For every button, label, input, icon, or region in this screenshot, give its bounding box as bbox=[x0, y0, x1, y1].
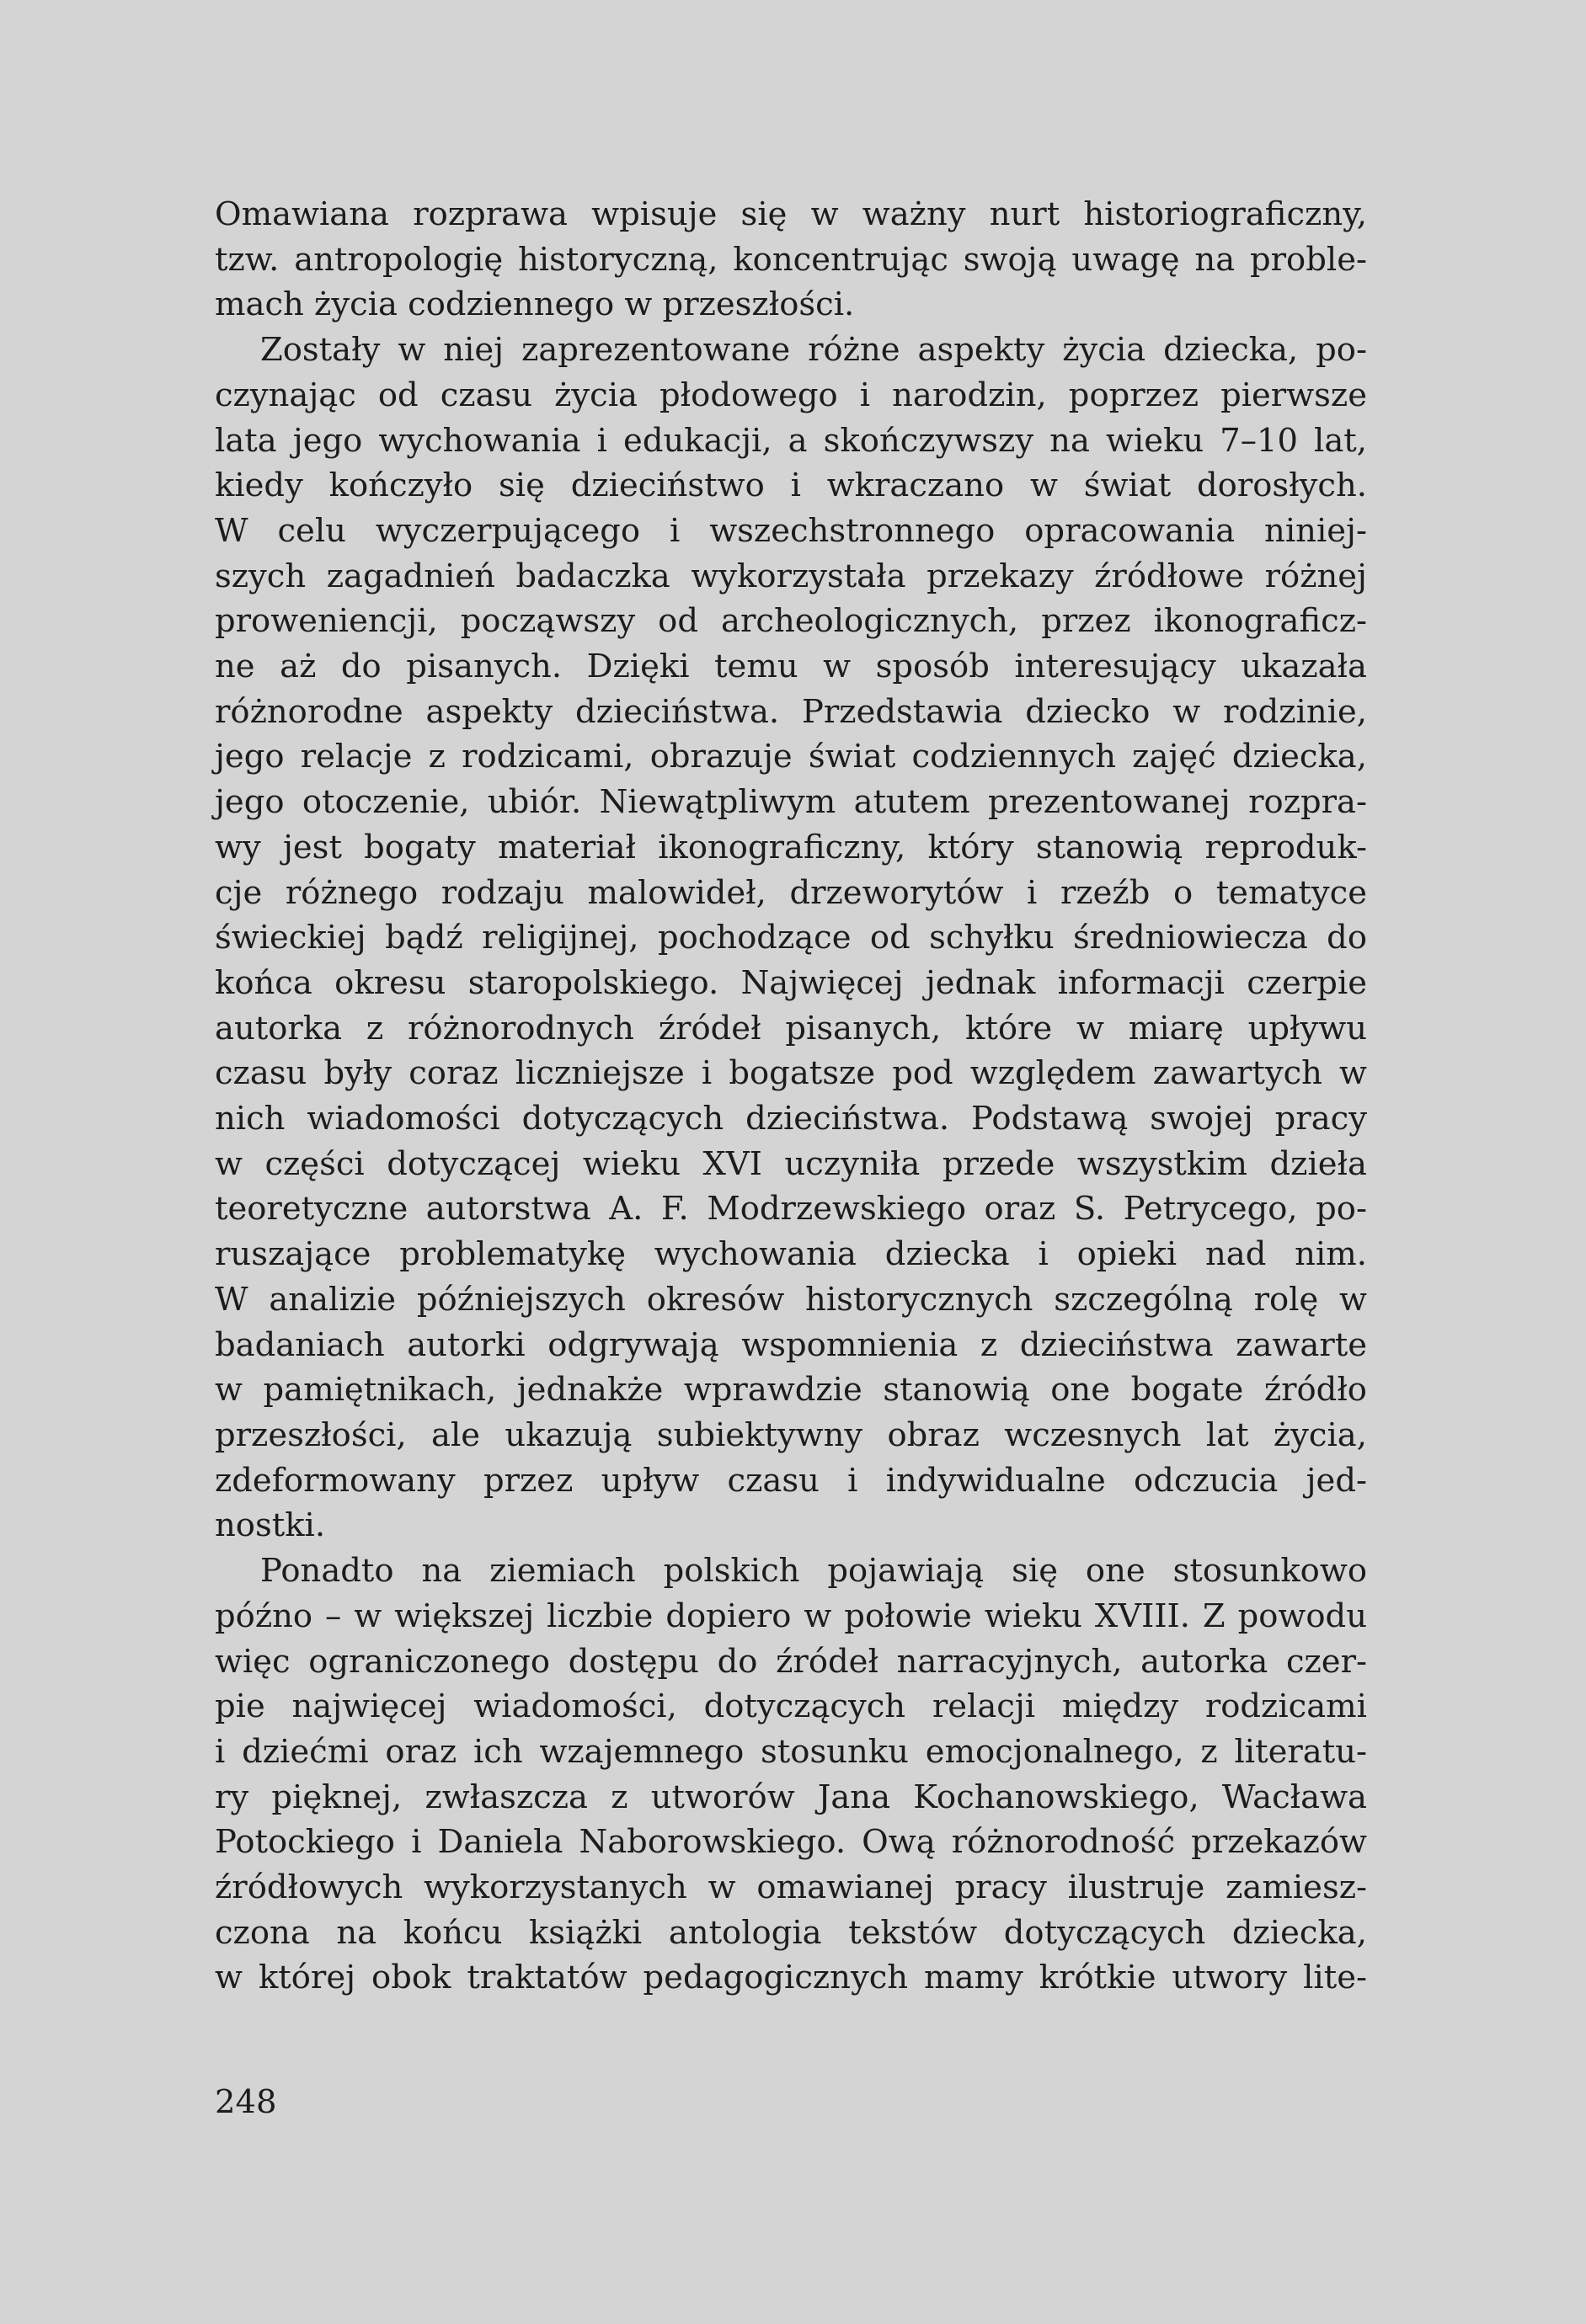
text-line: ne aż do pisanych. Dzięki temu w sposób interesujący ukazała bbox=[215, 648, 1367, 686]
text-line: Potockiego i Daniela Naborowskiego. Ową różnorodność przekazów bbox=[215, 1823, 1367, 1862]
text-line: autorka z różnorodnych źródeł pisanych, które w miarę upływu bbox=[215, 1009, 1367, 1047]
text-line: w części dotyczącej wieku XVI uczyniła przede wszystkim dzieła bbox=[215, 1144, 1367, 1183]
text-line: Omawiana rozprawa wpisuje się w ważny nurt historiograficzny, bbox=[215, 195, 1367, 233]
text-line: jego otoczenie, ubiór. Niewątpliwym atutem prezentowanej rozpra- bbox=[215, 783, 1367, 822]
paragraph-3 bbox=[215, 1548, 1367, 2001]
text-line: późno – w większej liczbie dopiero w połowie wieku XVIII. Z powodu bbox=[215, 1596, 1367, 1635]
text-line: w pamiętnikach, jednakże wprawdzie stanowią one bogate źródło bbox=[215, 1371, 1367, 1410]
text-line: świeckiej bądź religijnej, pochodzące od schyłku średniowiecza do bbox=[215, 919, 1367, 957]
text-line: różnorodne aspekty dzieciństwa. Przedstawia dziecko w rodzinie, bbox=[215, 692, 1367, 731]
text-line: proweniencji, począwszy od archeologicznych, przez ikonograficz- bbox=[215, 602, 1367, 641]
text-line: ruszające problematykę wychowania dziecka i opieki nad nim. bbox=[215, 1235, 1367, 1274]
text-line: czasu były coraz liczniejsze i bogatsze pod względem zawartych w bbox=[215, 1054, 1367, 1093]
text-line: końca okresu staropolskiego. Najwięcej jednak informacji czerpie bbox=[215, 963, 1367, 1002]
text-line: nich wiadomości dotyczących dzieciństwa. Podstawą swojej pracy bbox=[215, 1100, 1367, 1138]
text-line: Ponadto na ziemiach polskich pojawiają się one stosunkowo bbox=[260, 1552, 1367, 1591]
text-line: czona na końcu książki antologia tekstów dotyczących dziecka, bbox=[215, 1913, 1367, 1952]
paragraph-2 bbox=[215, 328, 1367, 1548]
text-line: teoretyczne autorstwa A. F. Modrzewskiego oraz S. Petrycego, po- bbox=[215, 1190, 1367, 1229]
text-line: więc ograniczonego dostępu do źródeł narracyjnych, autorka czer- bbox=[215, 1642, 1367, 1681]
page-number: 248 bbox=[215, 2083, 277, 2121]
text-line: w której obok traktatów pedagogicznych mamy krótkie utwory lite- bbox=[215, 1959, 1367, 1997]
text-line: i dziećmi oraz ich wzajemnego stosunku emocjonalnego, z literatu- bbox=[215, 1732, 1367, 1771]
text-line: mach życia codziennego w przeszłości. bbox=[215, 285, 855, 324]
text-line: źródłowych wykorzystanych w omawianej pracy ilustruje zamiesz- bbox=[215, 1868, 1367, 1907]
text-line: pie najwięcej wiadomości, dotyczących relacji między rodzicami bbox=[215, 1687, 1367, 1726]
text-line: kiedy kończyło się dzieciństwo i wkraczano w świat dorosłych. bbox=[215, 466, 1367, 505]
text-line: W analizie późniejszych okresów historycznych szczególną rolę w bbox=[215, 1280, 1367, 1319]
text-line: nostki. bbox=[215, 1506, 326, 1545]
text-line: jego relacje z rodzicami, obrazuje świat codziennych zajęć dziecka, bbox=[215, 738, 1367, 776]
text-line: cje różnego rodzaju malowideł, drzeworytów i rzeźb o tematyce bbox=[215, 873, 1367, 912]
text-line: szych zagadnień badaczka wykorzystała przekazy źródłowe różnej bbox=[215, 557, 1367, 595]
text-line: Zostały w niej zaprezentowane różne aspekty życia dziecka, po- bbox=[260, 331, 1367, 370]
text-line: badaniach autorki odgrywają wspomnienia z dzieciństwa zawarte bbox=[215, 1325, 1367, 1364]
text-line: przeszłości, ale ukazują subiektywny obraz wczesnych lat życia, bbox=[215, 1415, 1367, 1454]
text-line: zdeformowany przez upływ czasu i indywidualne odczucia jed- bbox=[215, 1461, 1367, 1500]
text-line: ry pięknej, zwłaszcza z utworów Jana Kochanowskiego, Wacława bbox=[215, 1778, 1367, 1816]
text-line: tzw. antropologię historyczną, koncentrując swoją uwagę na proble- bbox=[215, 240, 1367, 279]
text-line: czynając od czasu życia płodowego i narodzin, poprzez pierwsze bbox=[215, 376, 1367, 414]
text-line: wy jest bogaty materiał ikonograficzny, który stanowią reproduk- bbox=[215, 828, 1367, 866]
body-text bbox=[215, 192, 1367, 2001]
paragraph-1 bbox=[215, 192, 1367, 328]
text-line: W celu wyczerpującego i wszechstronnego opracowania niniej- bbox=[215, 511, 1367, 550]
text-line: lata jego wychowania i edukacji, a skończywszy na wieku 7–10 lat, bbox=[215, 421, 1367, 460]
